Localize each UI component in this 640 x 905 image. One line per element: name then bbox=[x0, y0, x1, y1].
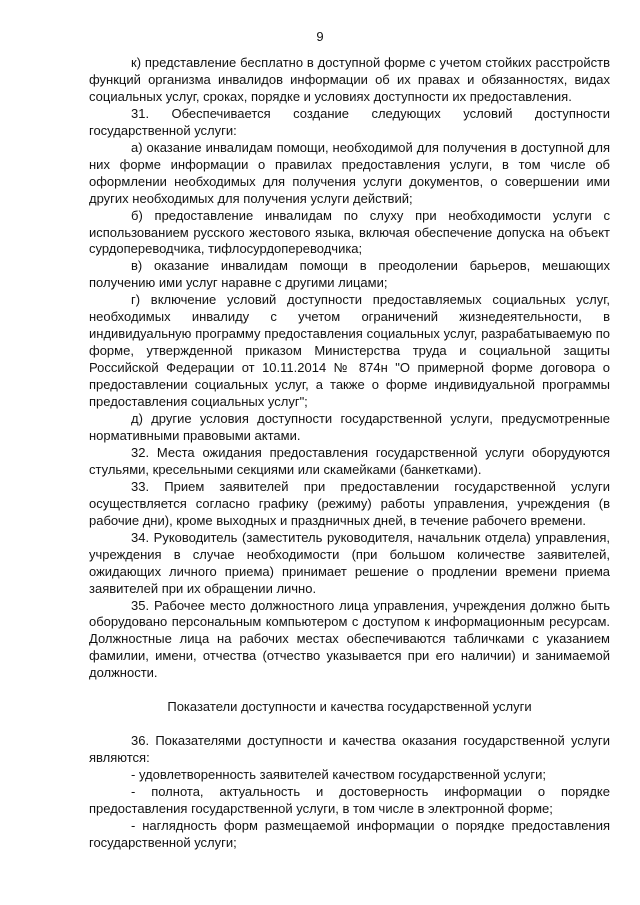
list-item-information-completeness: - полнота, актуальность и достоверность информации о порядке предоставления государственной услуги, в том числе в электронной форме; bbox=[89, 783, 610, 816]
paragraph-b-sign-language: б) предоставление инвалидам по слуху при необходимости услуги с использованием русского жестового языка, включая обеспечение допуска на объект сурдопереводчика, тифлосурдопереводчика; bbox=[89, 207, 610, 257]
paragraph-36-indicators: 36. Показателями доступности и качества оказания государственной услуги являются: bbox=[89, 733, 610, 766]
paragraph-a-assistance: а) оказание инвалидам помощи, необходимой для получения в доступной для них форме информации о правилах предоставления услуги, в том числе об оформлении необходимых для получения услуги документов, о совершении ими других необходимых для получения услуги действий; bbox=[89, 139, 610, 206]
paragraph-35-workplace: 35. Рабочее место должностного лица управления, учреждения должно быть оборудовано персональным компьютером с доступом к информационным ресурсам. Должностные лица на рабочих местах обеспечиваются табличками с указанием фамилии, имени, отчества (отчество указывается при его наличии) и занимаемой должности. bbox=[89, 597, 610, 681]
paragraph-g-individual-program: г) включение условий доступности предоставляемых социальных услуг, необходимых инвалиду с учетом ограничений жизнедеятельности, в индивидуальную программу предоставления социальных услуг, разрабатываемую по форме, утвержденной приказом Министерства труда и социальной защиты Российской Федерации от 10.11.2014 № 874н "О примерной форме договора о предоставлении социальных услуг, а также о форме индивидуальной программы предоставления социальных услуг"; bbox=[89, 292, 610, 410]
paragraph-d-other-conditions: д) другие условия доступности государственной услуги, предусмотренные нормативными правовыми актами. bbox=[89, 411, 610, 443]
document-body bbox=[89, 55, 610, 852]
paragraph-34-extension: 34. Руководитель (заместитель руководителя, начальник отдела) управления, учреждения в случае необходимости (при большом количестве заявителей, ожидающих личного приема) принимает решение о продлении времени приема заявителей при их обращении лично. bbox=[89, 529, 610, 596]
paragraph-32-waiting-places: 32. Места ожидания предоставления государственной услуги оборудуются стульями, кресельными секциями или скамейками (банкетками). bbox=[89, 444, 610, 477]
paragraph-31-conditions: 31. Обеспечивается создание следующих условий доступности государственной услуги: bbox=[89, 105, 610, 138]
paragraph-k-information: к) представление бесплатно в доступной форме с учетом стойких расстройств функций организма инвалидов информации об их правах и обязанностях, видах социальных услуг, сроках, порядке и условиях доступности их предоставления. bbox=[89, 55, 610, 104]
paragraph-v-barriers: в) оказание инвалидам помощи в преодолении барьеров, мешающих получению ими услуг наравне с другими лицами; bbox=[89, 258, 610, 291]
list-item-visual-clarity: - наглядность форм размещаемой информации о порядке предоставления государственной услуги; bbox=[89, 817, 610, 850]
list-item-satisfaction: - удовлетворенность заявителей качеством государственной услуги; bbox=[131, 767, 547, 782]
section-heading: Показатели доступности и качества государственной услуги bbox=[167, 699, 532, 715]
paragraph-33-reception-schedule: 33. Прием заявителей при предоставлении государственной услуги осуществляется согласно графику (режиму) работы управления, учреждения (в рабочие дни), кроме выходных и праздничных дней, в течение рабочего времени. bbox=[89, 478, 610, 528]
page-number: 9 bbox=[316, 29, 324, 44]
